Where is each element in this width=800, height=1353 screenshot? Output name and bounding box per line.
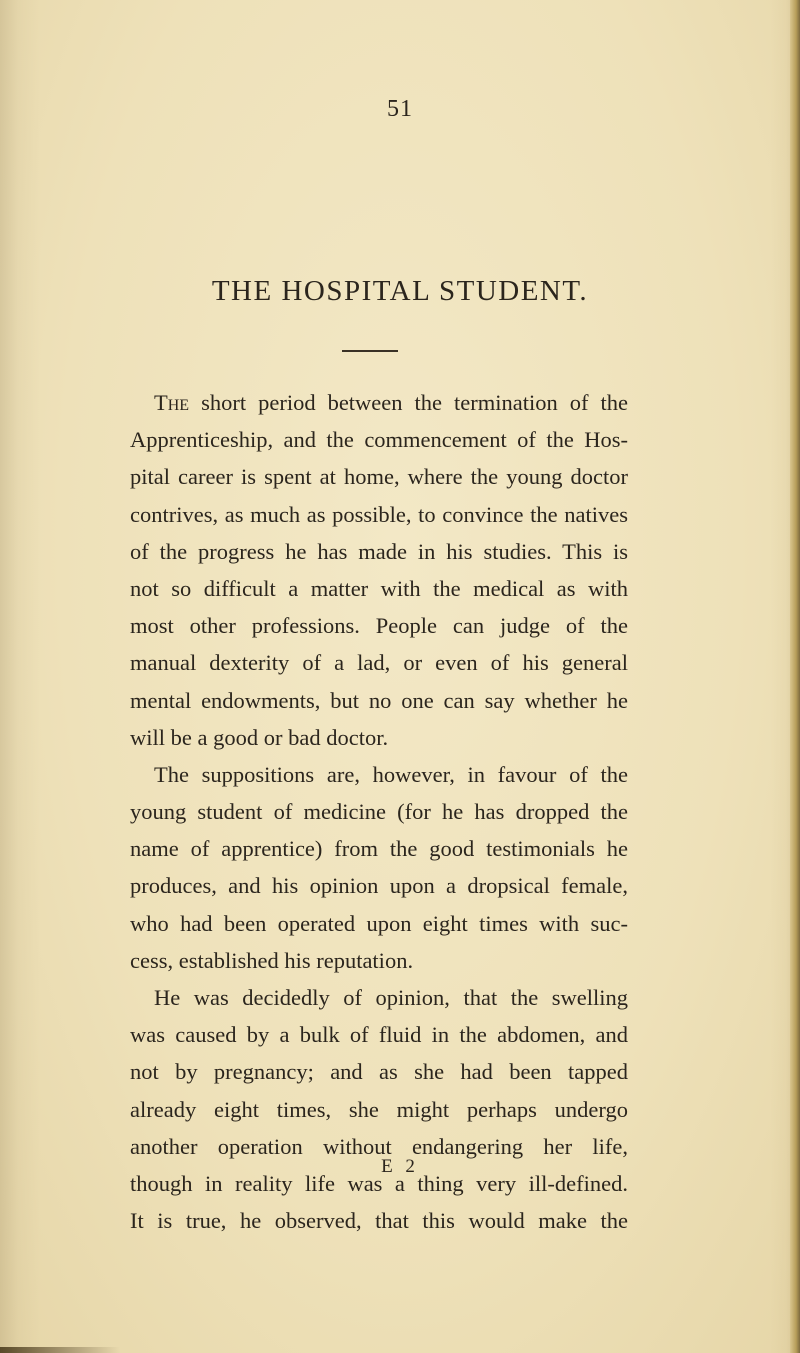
text-line: of the progress he has made in his studies. This is [130, 538, 628, 564]
text-line: The suppositions are, however, in favour of the [154, 761, 628, 787]
text-line: another operation without endangering her life, [130, 1133, 628, 1159]
text-line: though in reality life was a thing very ill-defined. [130, 1170, 628, 1196]
text-line: contrives, as much as possible, to convince the natives [130, 501, 628, 527]
text-line: manual dexterity of a lad, or even of his general [130, 650, 628, 676]
text-line: who had been operated upon eight times with suc- [130, 910, 628, 936]
text-line: cess, established his reputation. [130, 947, 414, 973]
page-edge [790, 0, 800, 1353]
text-line [130, 384, 628, 421]
title-rule [342, 350, 398, 352]
text-line: produces, and his opinion upon a dropsical female, [130, 873, 628, 899]
text-line: He was decidedly of opinion, that the swelling [154, 985, 628, 1010]
text-line: already eight times, she might perhaps undergo [130, 1096, 628, 1122]
text-line: was caused by a bulk of fluid in the abdomen, and [130, 1022, 628, 1048]
drop-word: The [154, 390, 190, 415]
text-line: most other professions. People can judge of the [130, 613, 628, 639]
body-text [130, 384, 628, 1239]
text-line: mental endowments, but no one can say whether he [130, 687, 628, 713]
text-line: not by pregnancy; and as she had been tapped [130, 1059, 628, 1085]
text-line: will be a good or bad doctor. [130, 724, 389, 750]
signature-mark: E 2 [381, 1156, 419, 1177]
text-line: Apprenticeship, and the commencement of the Hos- [130, 427, 628, 453]
text-line: young student of medicine (for he has dropped the [130, 799, 628, 825]
text-line: name of apprentice) from the good testimonials he [130, 836, 628, 862]
text-line: It is true, he observed, that this would make the [130, 1208, 628, 1234]
text-line: not so difficult a matter with the medical as with [130, 575, 628, 601]
text-fragment: short period between the termination of the [189, 390, 628, 415]
text-line: pital career is spent at home, where the young doctor [130, 464, 628, 490]
page-shadow [0, 1347, 120, 1353]
chapter-title: THE HOSPITAL STUDENT. [211, 275, 589, 307]
page-number: 51 [387, 96, 413, 122]
